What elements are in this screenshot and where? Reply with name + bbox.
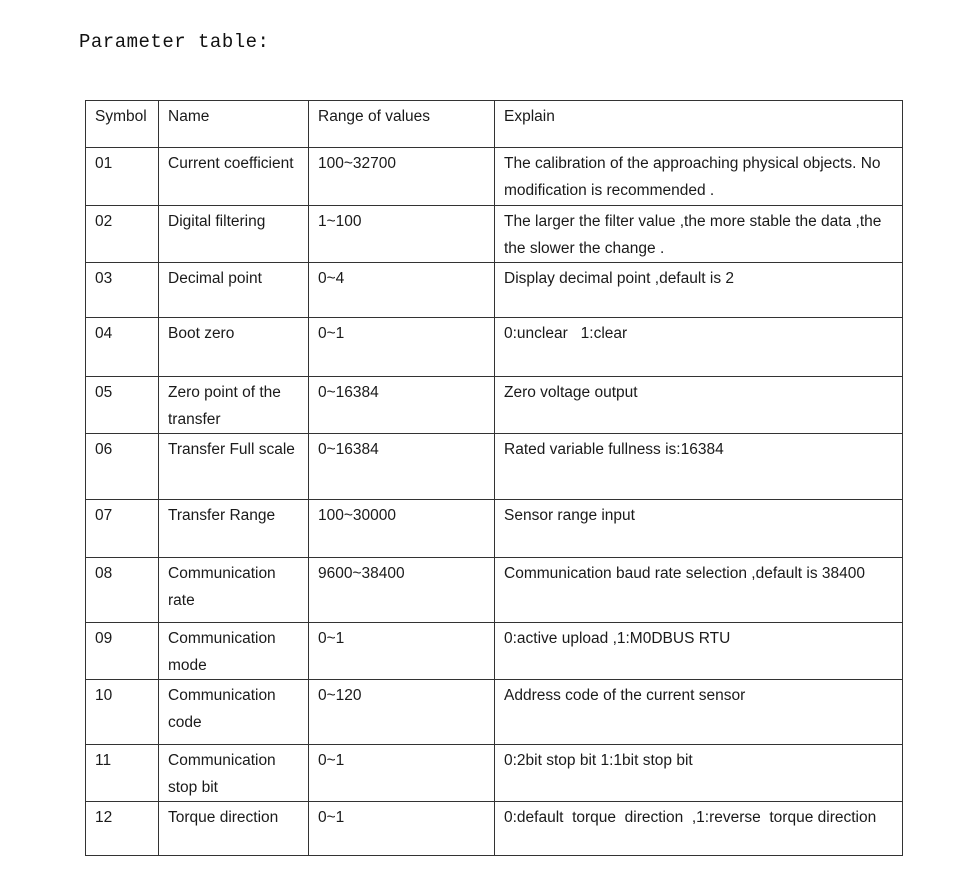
- cell-explain: Zero voltage output: [495, 377, 903, 434]
- cell-name: Torque direction: [159, 802, 309, 856]
- table-row: [86, 148, 903, 206]
- cell-symbol: 01: [86, 148, 159, 206]
- cell-name: Decimal point: [159, 263, 309, 318]
- cell-range: 9600~38400: [309, 558, 495, 623]
- cell-name: Communication rate: [159, 558, 309, 623]
- cell-symbol: 08: [86, 558, 159, 623]
- cell-name: Transfer Range: [159, 500, 309, 558]
- cell-explain: The calibration of the approaching physical objects. No modification is recommended .: [495, 148, 903, 206]
- table-row: [86, 206, 903, 263]
- header-symbol: Symbol: [86, 101, 159, 148]
- cell-explain: The larger the filter value ,the more stable the data ,the the slower the change .: [495, 206, 903, 263]
- table-row: [86, 434, 903, 500]
- table-row: [86, 500, 903, 558]
- cell-range: 0~16384: [309, 434, 495, 500]
- cell-explain: 0:default torque direction ,1:reverse torque direction: [495, 802, 903, 856]
- page-title: Parameter table:: [79, 31, 270, 53]
- cell-range: 100~32700: [309, 148, 495, 206]
- cell-symbol: 03: [86, 263, 159, 318]
- table-row: [86, 680, 903, 745]
- cell-range: 0~16384: [309, 377, 495, 434]
- cell-explain: Sensor range input: [495, 500, 903, 558]
- cell-explain: 0:active upload ,1:M0DBUS RTU: [495, 623, 903, 680]
- cell-explain: Communication baud rate selection ,default is 38400: [495, 558, 903, 623]
- cell-explain: Rated variable fullness is:16384: [495, 434, 903, 500]
- cell-range: 0~120: [309, 680, 495, 745]
- cell-name: Transfer Full scale: [159, 434, 309, 500]
- table-row: [86, 802, 903, 856]
- cell-name: Communication code: [159, 680, 309, 745]
- cell-symbol: 05: [86, 377, 159, 434]
- cell-range: 0~1: [309, 623, 495, 680]
- cell-explain: 0:unclear 1:clear: [495, 318, 903, 377]
- cell-range: 100~30000: [309, 500, 495, 558]
- cell-name: Boot zero: [159, 318, 309, 377]
- cell-explain: Address code of the current sensor: [495, 680, 903, 745]
- cell-explain: Display decimal point ,default is 2: [495, 263, 903, 318]
- cell-symbol: 07: [86, 500, 159, 558]
- table-row: [86, 377, 903, 434]
- cell-name: Digital filtering: [159, 206, 309, 263]
- cell-symbol: 04: [86, 318, 159, 377]
- cell-symbol: 06: [86, 434, 159, 500]
- table-row: [86, 558, 903, 623]
- cell-symbol: 12: [86, 802, 159, 856]
- header-range: Range of values: [309, 101, 495, 148]
- cell-name: Communication mode: [159, 623, 309, 680]
- table-header-row: [86, 101, 903, 148]
- cell-symbol: 11: [86, 745, 159, 802]
- cell-symbol: 02: [86, 206, 159, 263]
- cell-name: Current coefficient: [159, 148, 309, 206]
- cell-range: 0~1: [309, 802, 495, 856]
- cell-symbol: 09: [86, 623, 159, 680]
- cell-range: 0~1: [309, 318, 495, 377]
- cell-range: 1~100: [309, 206, 495, 263]
- cell-explain: 0:2bit stop bit 1:1bit stop bit: [495, 745, 903, 802]
- cell-range: 0~1: [309, 745, 495, 802]
- parameter-table: [85, 100, 903, 856]
- header-explain: Explain: [495, 101, 903, 148]
- cell-symbol: 10: [86, 680, 159, 745]
- table-row: [86, 318, 903, 377]
- header-name: Name: [159, 101, 309, 148]
- cell-name: Communication stop bit: [159, 745, 309, 802]
- cell-range: 0~4: [309, 263, 495, 318]
- table-row: [86, 623, 903, 680]
- cell-name: Zero point of the transfer: [159, 377, 309, 434]
- table-row: [86, 745, 903, 802]
- table-row: [86, 263, 903, 318]
